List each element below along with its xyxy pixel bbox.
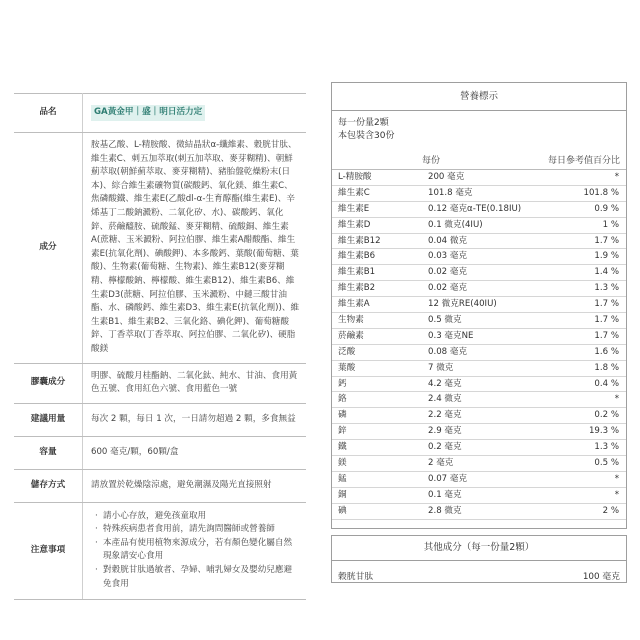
product-spec-table: [14, 93, 306, 600]
nutrition-row: [332, 170, 626, 186]
nutrition-row: [332, 234, 626, 250]
nutrient-amount: 2.9 毫克: [428, 426, 462, 437]
nutrient-name: 維生素B1: [338, 267, 376, 278]
nutrient-name: 錳: [338, 473, 347, 484]
nutrient-amount: 7 微克: [428, 362, 454, 373]
nutrition-row: [332, 297, 626, 313]
nutrient-dv: 0.9 %: [594, 203, 619, 214]
nutrient-dv: *: [614, 489, 619, 500]
nutrient-name: 維生素B6: [338, 251, 376, 262]
nutrition-row: [332, 392, 626, 408]
product-name: GA黃金甲｜盛｜明日活力定: [91, 105, 205, 121]
nutrient-amount: 200 毫克: [428, 172, 465, 182]
notes-list: [91, 510, 300, 592]
nutrient-dv: 1.7 %: [594, 235, 619, 246]
nutrient-name: 葉酸: [338, 362, 356, 373]
nutrient-amount: 0.04 微克: [428, 235, 468, 246]
nutrition-row: [332, 265, 626, 281]
nutrient-name: 維生素C: [338, 187, 370, 198]
nutrient-amount: 0.07 毫克: [428, 473, 468, 484]
storage-value: 請放置於乾燥陰涼處，避免潮濕及陽光直接照射: [83, 469, 307, 502]
nutrient-dv: *: [614, 172, 619, 182]
ingredients-value: 胺基乙酸、L-精胺酸、微結晶狀α-纖維素、穀胱甘肽、維生素C、刺五加萃取(刺五加萃取、麥芽糊精)、朝鮮薊萃取(朝鮮薊萃取、麥芽糊精)、豬胎盤乾燥粉末(日本)、綜合維生素礦物質(碳酸鈣、氧化鎂、維生素C、焦磷酸鐵、維生素E(乙酸dl-α-生育醇酯(維生素E)、辛烯基丁二酸鈉澱粉、二氧化矽、水)、碳酸鈣、氧化鋅、菸鹼醯胺、硫酸錳、麥芽糊精、硫酸銅、維生素A(蔗糖、玉米澱粉、阿拉伯膠、維生素A醋酸酯、維生素E(抗氧化劑)、碘酸鉀)、本多酸鈣、葉酸(葡萄糖、葉酸)、生物素(葡萄糖、生物素)、維生素B12(麥芽糊精、檸檬酸鈉、檸檬酸、維生素B12)、維生素B6、維生素D3(蔗糖、阿拉伯膠、玉米澱粉、中鏈三酸甘油酯、水、磷酸鈣、維生素D3、維生素E(抗氧化劑))、維生素B1、維生素B2、三氧化鉻、碘化鉀)、葡萄糖酸鋅、丁香萃取(丁香萃取、阿拉伯膠、二氧化矽)、硬脂酸鎂: [83, 133, 307, 364]
nutrient-amount: 2.2 毫克: [428, 410, 462, 421]
amount-header: 每份: [422, 156, 441, 166]
nutrient-amount: 0.02 毫克: [428, 267, 468, 278]
nutrient-name: 維生素B2: [338, 283, 376, 294]
nutrient-dv: 1.3 %: [594, 283, 619, 294]
nutrition-row: [332, 218, 626, 234]
usage-label: 建議用量: [14, 403, 83, 436]
dv-header: 每日參考值百分比: [547, 156, 620, 166]
nutrient-amount: 12 微克RE(40IU): [428, 299, 497, 310]
nutrient-name: 鋅: [338, 426, 347, 437]
nutrient-dv: *: [614, 394, 619, 405]
nutrition-row: [332, 329, 626, 345]
nutrition-panel: [331, 82, 627, 529]
nutrient-name: 維生素A: [338, 299, 370, 310]
usage-value: 每次 2 顆，每日 1 次，一日請勿超過 2 顆，多食無益: [83, 403, 307, 436]
capsule-label: 膠囊成分: [14, 363, 83, 403]
nutrient-dv: 101.8 %: [583, 187, 619, 198]
note-item: · 對穀胱甘肽過敏者、孕婦、哺乳婦女及嬰幼兒應避免食用: [103, 564, 300, 591]
nutrition-row: [332, 488, 626, 504]
nutrient-name: 磷: [338, 410, 347, 421]
nutrient-dv: 0.5 %: [594, 458, 619, 469]
nutrient-name: 鎂: [338, 458, 347, 469]
servings-per-pack: 本包裝含30份: [338, 131, 395, 141]
note-item: · 請小心存放，避免孩童取用: [103, 510, 300, 524]
other-title: 其他成分（每一份量2顆）: [332, 536, 626, 561]
nutrient-amount: 0.12 毫克α-TE(0.18IU): [428, 203, 522, 214]
nutrient-amount: 0.3 毫克NE: [428, 330, 474, 341]
nutrient-dv: 19.3 %: [588, 426, 619, 437]
nutrient-name: 生物素: [338, 315, 364, 326]
nutrition-row: [332, 424, 626, 440]
nutrient-dv: 0.2 %: [594, 410, 619, 421]
capacity-label: 容量: [14, 436, 83, 469]
spec-row-storage: [14, 469, 306, 502]
nutrient-name: 菸鹼素: [338, 330, 364, 341]
spec-row-capsule: [14, 363, 306, 403]
nutrient-name: 碘: [338, 505, 347, 516]
nutrition-row: [332, 456, 626, 472]
nutrient-name: 銅: [338, 489, 347, 500]
nutrition-rows: [332, 170, 626, 520]
nutrition-row: [332, 281, 626, 297]
storage-label: 儲存方式: [14, 469, 83, 502]
other-name: 穀胱甘肽: [338, 571, 374, 582]
note-item: · 本產品有使用植物來源成分，若有顏色變化屬自然現象請安心食用: [103, 537, 300, 564]
capacity-value: 600 毫克/顆，60顆/盒: [83, 436, 307, 469]
nutrient-name: 維生素B12: [338, 235, 381, 246]
nutrition-row: [332, 377, 626, 393]
nutrient-amount: 0.03 毫克: [428, 251, 468, 262]
nutrient-amount: 0.5 微克: [428, 315, 462, 326]
other-row: [332, 561, 626, 582]
nutrition-row: [332, 186, 626, 202]
other-ingredients-panel: [331, 535, 627, 583]
nutrient-dv: 1.7 %: [594, 299, 619, 310]
nutrient-amount: 2 毫克: [428, 458, 454, 469]
note-item: · 特殊疾病患者食用前，請先詢問醫師或營養師: [103, 523, 300, 537]
nutrient-amount: 0.08 毫克: [428, 346, 468, 357]
nutrition-row: [332, 202, 626, 218]
nutrition-header: [332, 153, 626, 170]
nutrient-dv: *: [614, 473, 619, 484]
spec-row-name: [14, 94, 306, 133]
name-label: 品名: [14, 94, 83, 133]
nutrient-dv: 1.6 %: [594, 346, 619, 357]
spec-row-usage: [14, 403, 306, 436]
nutrient-name: 鐵: [338, 442, 347, 453]
nutrition-row: [332, 440, 626, 456]
nutrient-name: L-精胺酸: [338, 172, 372, 182]
nutrient-name: 鈣: [338, 378, 347, 389]
nutrient-amount: 101.8 毫克: [428, 187, 473, 198]
nutrient-dv: 1.7 %: [594, 330, 619, 341]
nutrition-title: 營養標示: [332, 83, 626, 111]
nutrient-name: 泛酸: [338, 346, 356, 357]
nutrition-row: [332, 408, 626, 424]
ingredients-label: 成分: [14, 133, 83, 364]
other-amount: 100 毫克: [582, 571, 620, 582]
nutrition-row: [332, 472, 626, 488]
nutrient-amount: 0.1 毫克: [428, 489, 462, 500]
nutrient-dv: 2 %: [602, 505, 619, 516]
nutrient-amount: 2.4 微克: [428, 394, 462, 405]
nutrition-row: [332, 249, 626, 265]
nutrient-amount: 0.1 微克(4IU): [428, 219, 483, 230]
nutrient-dv: 1.9 %: [594, 251, 619, 262]
nutrient-dv: 1.8 %: [594, 362, 619, 373]
nutrient-name: 鉻: [338, 394, 347, 405]
nutrient-amount: 0.02 毫克: [428, 283, 468, 294]
nutrient-amount: 4.2 毫克: [428, 378, 462, 389]
nutrient-dv: 1 %: [602, 219, 619, 230]
nutrition-row: [332, 345, 626, 361]
nutrition-facts: [331, 82, 627, 583]
nutrition-row: [332, 313, 626, 329]
nutrient-dv: 1.7 %: [594, 315, 619, 326]
nutrient-name: 維生素E: [338, 203, 370, 214]
spec-row-ingredients: [14, 133, 306, 364]
spec-row-notes: [14, 502, 306, 600]
spec-row-capacity: [14, 436, 306, 469]
nutrient-dv: 1.4 %: [594, 267, 619, 278]
nutrition-row: [332, 361, 626, 377]
nutrient-dv: 1.3 %: [594, 442, 619, 453]
nutrient-dv: 0.4 %: [594, 378, 619, 389]
nutrient-amount: 2.8 微克: [428, 505, 462, 516]
capsule-value: 明膠、硫酸月桂酯鈉、二氧化鈦、純水、甘油、食用黃色五號、食用紅色六號、食用藍色一號: [83, 363, 307, 403]
notes-label: 注意事項: [14, 502, 83, 600]
serving-size: 每一份量2顆: [338, 118, 389, 128]
nutrient-amount: 0.2 毫克: [428, 442, 462, 453]
nutrient-name: 維生素D: [338, 219, 371, 230]
nutrition-row: [332, 504, 626, 520]
